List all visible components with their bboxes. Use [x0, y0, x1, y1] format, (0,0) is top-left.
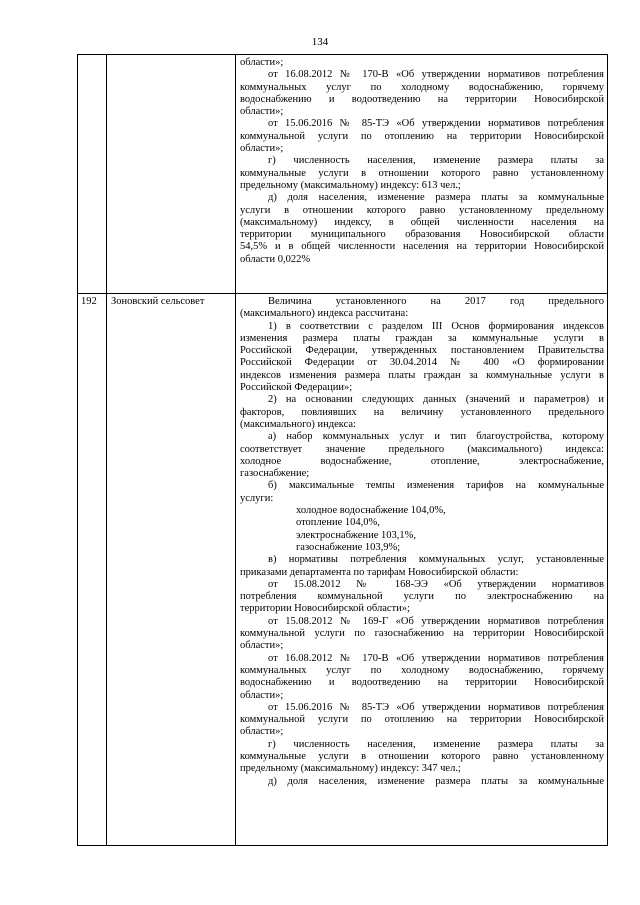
text-line: Величина установленного на 2017 год предельного	[268, 296, 604, 307]
text-line: территории Новосибирской области»;	[240, 603, 410, 615]
text-line: (максимального) индекса рассчитана:	[240, 308, 409, 320]
text-line: области»;	[240, 689, 284, 701]
text-line: коммунальные услуги в отношении которого равно установленному	[240, 750, 604, 762]
text-line: предельному (максимальному) индексу: 613 чел.;	[240, 179, 461, 191]
row-text	[240, 296, 604, 788]
text-line: области»;	[240, 57, 284, 68]
text-line: услуги в отношении которого равно установленному предельному	[240, 204, 604, 216]
text-line: от 15.06.2016 № 85-ТЭ «Об утверждении нормативов потребления	[268, 701, 604, 713]
text-line: а) набор коммунальных услуг и тип благоустройства, которому	[268, 431, 604, 443]
text-line: от 16.08.2012 № 170-В «Об утверждении нормативов потребления	[268, 69, 604, 81]
text-line: отопление 104,0%,	[296, 517, 380, 529]
text-line: области»;	[240, 726, 284, 738]
text-line: Российской Федерации от 30.04.2014 № 400 «О формировании	[240, 357, 604, 369]
text-line: приказами департамента по тарифам Новосибирской области:	[240, 566, 519, 578]
row-number: 192	[81, 296, 97, 307]
text-line: г) численность населения, изменение размера платы за	[268, 738, 604, 750]
text-line: изменения размера платы граждан за коммунальные услуги в	[240, 332, 604, 344]
row-divider	[78, 293, 607, 294]
text-line: потребления коммунальной услуги по электроснабжению на	[240, 591, 604, 603]
text-line: области»;	[240, 640, 284, 652]
text-line: водоснабжению и водоотведению на территории Новосибирской	[240, 677, 604, 689]
text-line: предельному (максимальному) индексу: 347 чел.;	[240, 763, 461, 775]
text-line: индексов изменения размера платы граждан за коммунальные услуги в	[240, 369, 604, 381]
text-line: от 16.08.2012 № 170-В «Об утверждении нормативов потребления	[268, 652, 604, 664]
text-line: коммунальные услуги в отношении которого равно установленному	[240, 167, 604, 179]
text-line: от 15.06.2016 № 85-ТЭ «Об утверждении нормативов потребления	[268, 118, 604, 130]
text-line: области»;	[240, 143, 284, 155]
text-line: Российской Федерации»;	[240, 382, 353, 394]
column-divider	[235, 55, 236, 845]
text-line: коммунальных услуг по холодному водоснабжению, горячему	[240, 664, 604, 676]
text-line: от 15.08.2012 № 169-Г «Об утверждении нормативов потребления	[268, 615, 604, 627]
municipality-name: Зоновский сельсовет	[111, 296, 205, 307]
text-line: д) доля населения, изменение размера платы за коммунальные	[268, 192, 604, 204]
text-line: холодное водоснабжение, отопление, электроснабжение,	[240, 455, 604, 467]
text-line: коммунальной услуги по отоплению на территории Новосибирской	[240, 130, 604, 142]
text-line: газоснабжение;	[240, 468, 310, 480]
text-line: г) численность населения, изменение размера платы за	[268, 155, 604, 167]
text-line: соответствует значение предельного (максимального) индекса:	[240, 443, 604, 455]
text-line: (максимального) индекса:	[240, 418, 356, 430]
text-line: факторов, повлиявших на величину установленного предельного	[240, 406, 604, 418]
text-line: 1) в соответствии с разделом III Основ формирования индексов	[268, 320, 604, 332]
text-line: коммунальной услуги по отоплению на территории Новосибирской	[240, 714, 604, 726]
text-line: электроснабжение 103,1%,	[296, 529, 416, 541]
row-text-continued	[240, 57, 604, 266]
text-line: 2) на основании следующих данных (значений и параметров) и	[268, 394, 604, 406]
text-line: (максимальному) индексу, в общей численности населения на	[240, 216, 604, 228]
text-line: от 15.08.2012 № 168-ЭЭ «Об утверждении нормативов	[268, 578, 604, 590]
column-divider	[106, 55, 107, 845]
text-line: области»;	[240, 106, 284, 118]
text-line: д) доля населения, изменение размера платы за коммунальные	[268, 775, 604, 787]
text-line: услуги:	[240, 492, 274, 504]
text-line: территории муниципального образования Новосибирской области	[240, 229, 604, 241]
text-line: области 0,022%	[240, 253, 311, 265]
text-line: коммунальной услуги по газоснабжению на территории Новосибирской	[240, 628, 604, 640]
text-line: Российской Федерации, утвержденных постановлением Правительства	[240, 345, 604, 357]
document-table	[77, 54, 608, 846]
text-line: в) нормативы потребления коммунальных услуг, установленные	[268, 554, 604, 566]
text-line: 54,5% и в общей численности населения на территории Новосибирской	[240, 241, 604, 253]
text-line: коммунальных услуг по холодному водоснабжению, горячему	[240, 81, 604, 93]
text-line: водоснабжению и водоотведению на территории Новосибирской	[240, 93, 604, 105]
text-line: б) максимальные темпы изменения тарифов на коммунальные	[268, 480, 604, 492]
page-number: 134	[311, 36, 329, 48]
text-line: газоснабжение 103,9%;	[296, 541, 401, 553]
text-line: холодное водоснабжение 104,0%,	[296, 505, 446, 517]
